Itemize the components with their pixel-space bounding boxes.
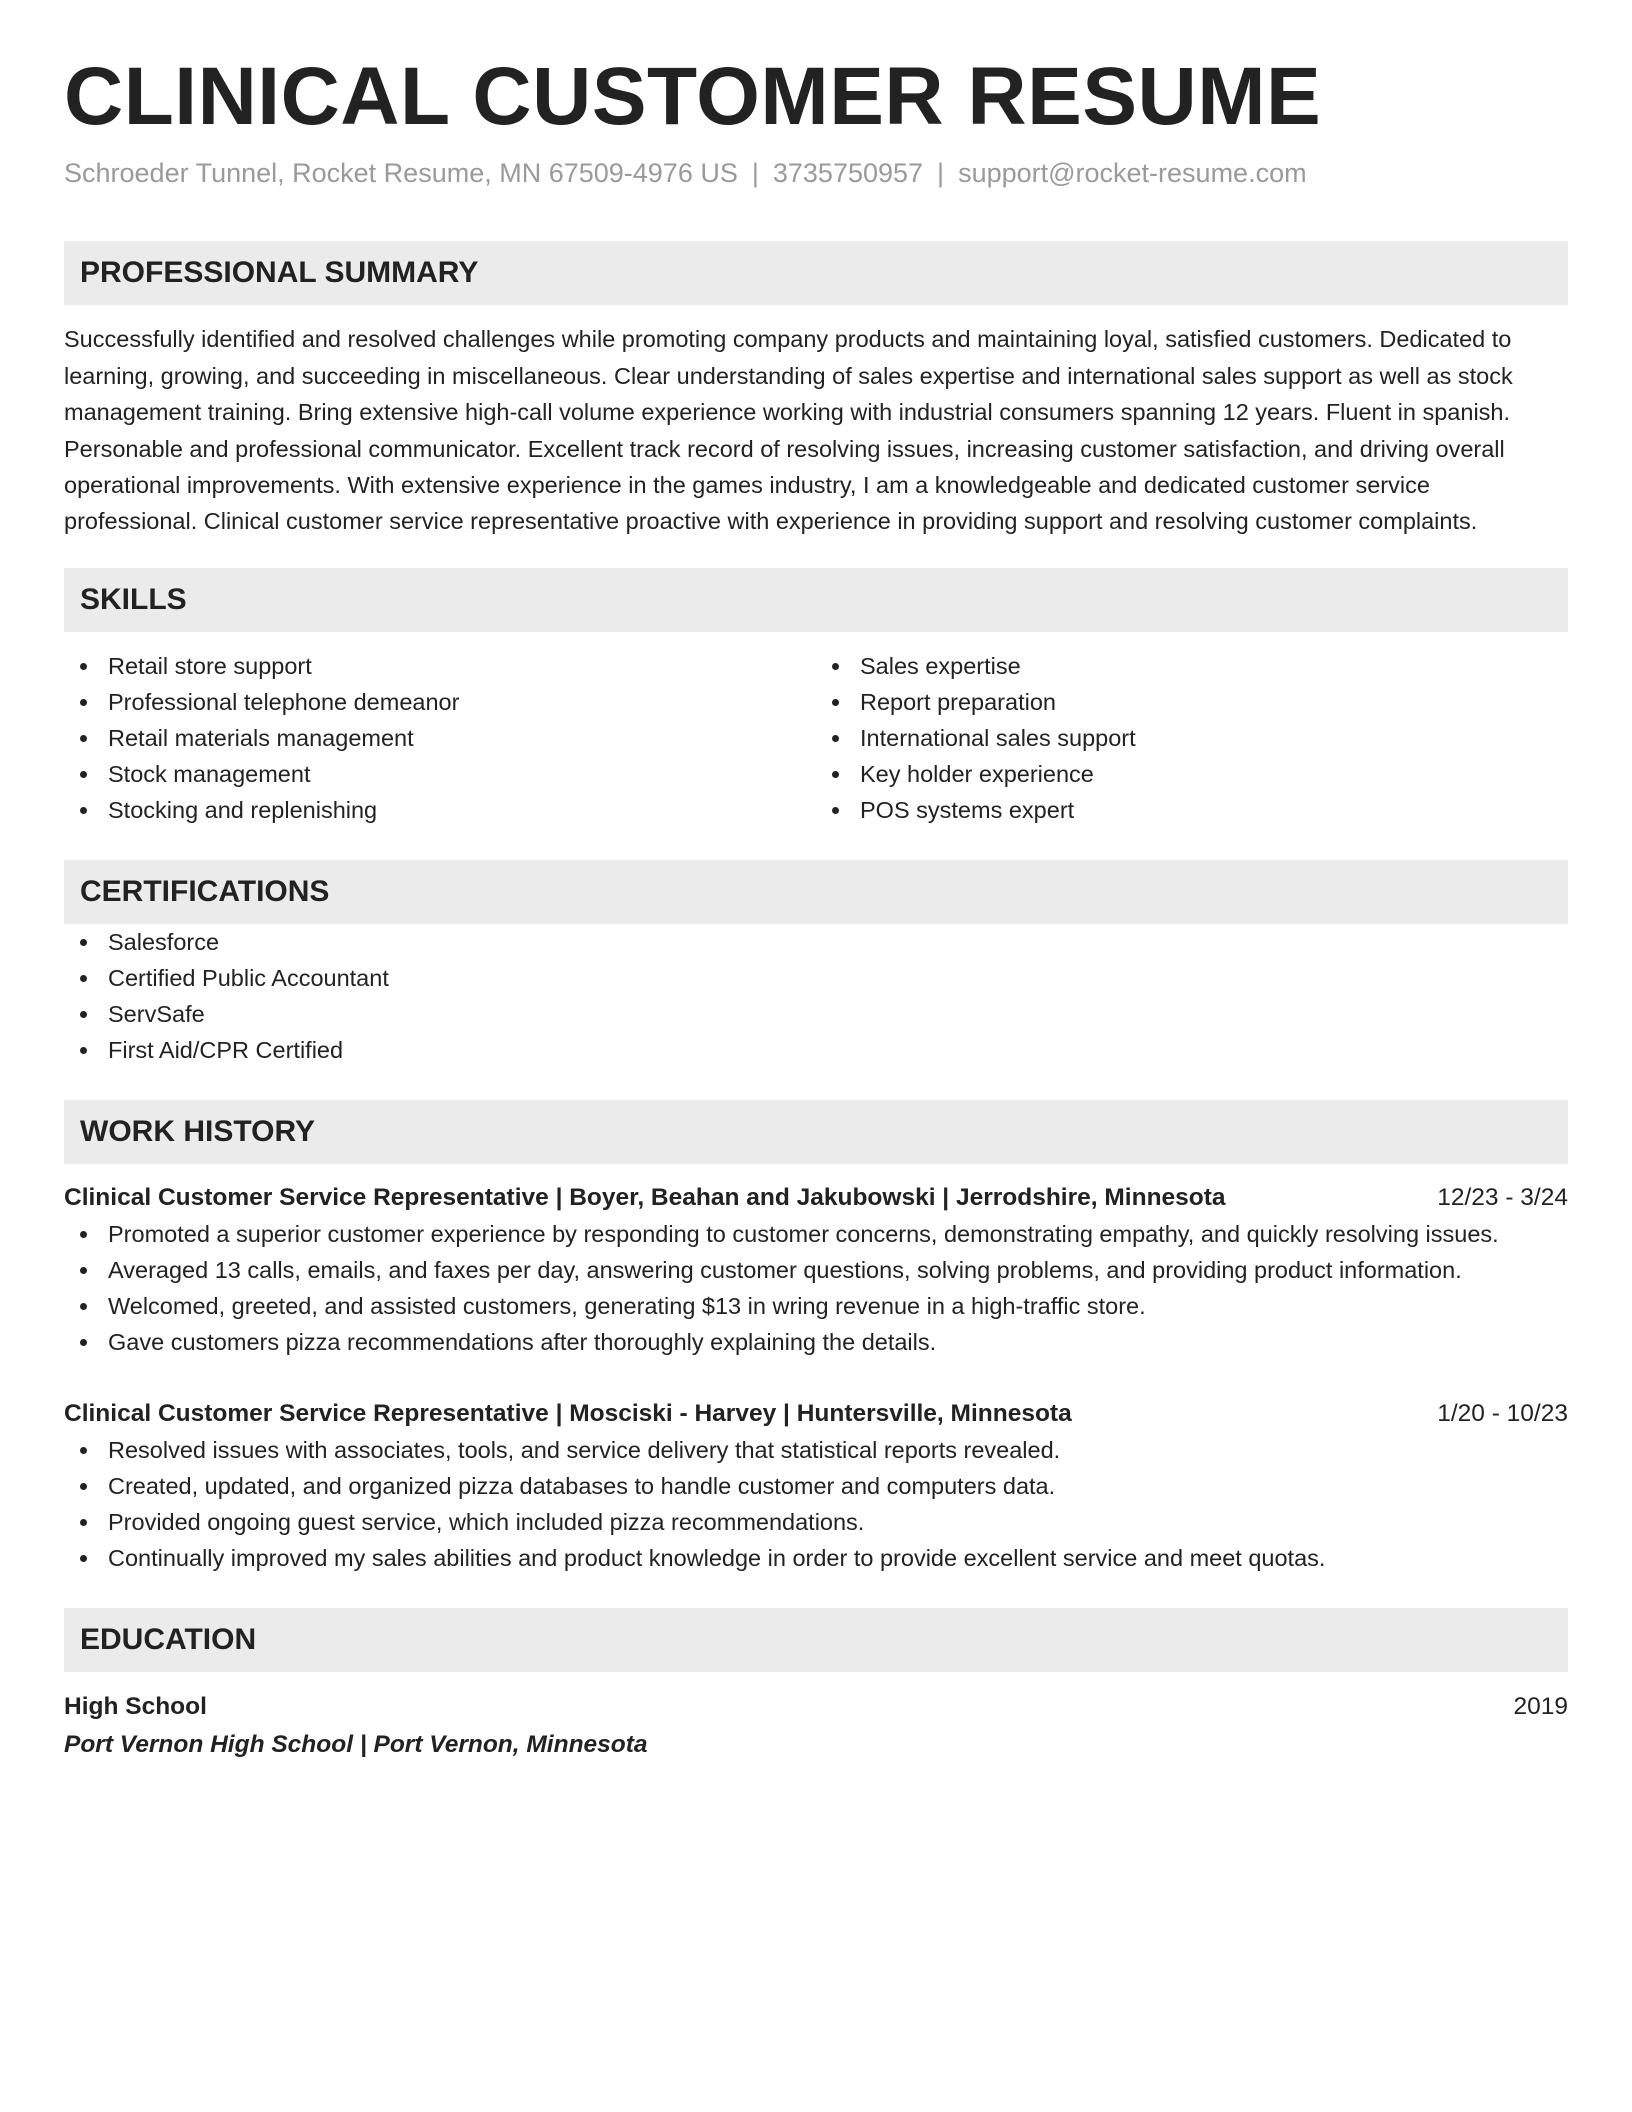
certification-label: First Aid/CPR Certified (108, 1036, 344, 1063)
skills-list-right (816, 648, 1568, 828)
bullet-icon (80, 807, 87, 814)
skill-label: POS systems expert (860, 796, 1075, 823)
section-header-skills: SKILLS (64, 568, 1568, 632)
skill-label: Retail materials management (108, 724, 414, 751)
bullet-icon (832, 735, 839, 742)
skill-label: Sales expertise (860, 652, 1021, 679)
section-header-education: EDUCATION (64, 1608, 1568, 1672)
job-bullet (64, 1504, 1568, 1540)
job-bullet-text: Averaged 13 calls, emails, and faxes per day, answering customer questions, solving problems, and providing product information. (108, 1256, 1462, 1283)
bullet-icon (80, 975, 87, 982)
job-bullet (64, 1468, 1568, 1504)
job-bullet-text: Gave customers pizza recommendations after thoroughly explaining the details. (108, 1328, 937, 1355)
skill-item (816, 684, 1568, 720)
job-bullet-text: Resolved issues with associates, tools, and service delivery that statistical reports revealed. (108, 1436, 1061, 1463)
job-bullet (64, 1216, 1568, 1252)
bullet-icon (80, 1011, 87, 1018)
certification-label: Certified Public Accountant (108, 964, 389, 991)
job-dates: 12/23 - 3/24 (1437, 1183, 1568, 1211)
skill-label: International sales support (860, 724, 1136, 751)
skills-column-left (64, 648, 816, 828)
contact-separator: | (751, 158, 759, 189)
job-entry (64, 1396, 1568, 1576)
bullet-icon (80, 1447, 87, 1454)
skill-label: Professional telephone demeanor (108, 688, 460, 715)
skill-item (64, 792, 816, 828)
education-year: 2019 (1513, 1692, 1568, 1720)
certifications-list (64, 924, 1568, 1068)
bullet-icon (80, 939, 87, 946)
job-bullet-text: Promoted a superior customer experience by responding to customer concerns, demonstrating empathy, and quickly resolving issues. (108, 1220, 1499, 1247)
skill-item (816, 756, 1568, 792)
job-title: Clinical Customer Service Representative | Boyer, Beahan and Jakubowski | Jerrodshire, Minnesota (64, 1183, 1226, 1211)
job-bullet-text: Welcomed, greeted, and assisted customers, generating $13 in wring revenue in a high-traffic store. (108, 1292, 1146, 1319)
job-bullet (64, 1540, 1568, 1576)
certification-label: ServSafe (108, 1000, 205, 1027)
bullet-icon (832, 771, 839, 778)
skill-item (64, 720, 816, 756)
bullet-icon (80, 1267, 87, 1274)
bullet-icon (832, 699, 839, 706)
bullet-icon (832, 807, 839, 814)
bullet-icon (832, 663, 839, 670)
bullet-icon (80, 1339, 87, 1346)
bullet-icon (80, 771, 87, 778)
bullet-icon (80, 1303, 87, 1310)
bullet-icon (80, 1483, 87, 1490)
bullet-icon (80, 1519, 87, 1526)
certification-item (64, 960, 1568, 996)
education-header (64, 1688, 1568, 1726)
job-bullet (64, 1252, 1568, 1288)
resume-title: CLINICAL CUSTOMER RESUME (64, 51, 1322, 142)
skill-item (64, 756, 816, 792)
job-header (64, 1396, 1568, 1432)
job-bullet-list (64, 1216, 1568, 1360)
contact-address: Schroeder Tunnel, Rocket Resume, MN 67509-4976 US (64, 158, 738, 189)
skill-label: Retail store support (108, 652, 312, 679)
skill-label: Report preparation (860, 688, 1056, 715)
education-degree: High School (64, 1692, 207, 1720)
skills-column-right (816, 648, 1568, 828)
education-school: Port Vernon High School | Port Vernon, Minnesota (64, 1730, 648, 1758)
skill-label: Key holder experience (860, 760, 1094, 787)
bullet-icon (80, 1231, 87, 1238)
skill-item (816, 648, 1568, 684)
skill-label: Stocking and replenishing (108, 796, 378, 823)
bullet-icon (80, 1555, 87, 1562)
skills-grid (64, 648, 1568, 828)
bullet-icon (80, 735, 87, 742)
job-bullet-text: Provided ongoing guest service, which included pizza recommendations. (108, 1508, 865, 1535)
contact-phone: 3735750957 (772, 158, 924, 189)
certification-item (64, 924, 1568, 960)
job-bullet-text: Continually improved my sales abilities and product knowledge in order to provide excellent service and meet quotas. (108, 1544, 1326, 1571)
job-dates: 1/20 - 10/23 (1437, 1399, 1568, 1427)
job-entry (64, 1180, 1568, 1360)
skill-item (64, 648, 816, 684)
skill-item (64, 684, 816, 720)
section-header-work-history: WORK HISTORY (64, 1100, 1568, 1164)
job-bullet (64, 1432, 1568, 1468)
section-header-summary: PROFESSIONAL SUMMARY (64, 241, 1568, 305)
contact-line (64, 156, 1568, 191)
certification-item (64, 996, 1568, 1032)
summary-text: Successfully identified and resolved challenges while promoting company products and maintaining loyal, satisfied customers. Dedicated to learning, growing, and succeeding in miscellaneous. Clear understanding of sales expertise and international sales support as well as stock management training. Bring extensive high-call volume experience working with industrial consumers spanning 12 years. Fluent in spanish. Personable and professional communicator. Excellent track record of resolving issues, increasing customer satisfaction, and driving overall operational improvements. With extensive experience in the games industry, I am a knowledgeable and dedicated customer service professional. Clinical customer service representative proactive with experience in providing support and resolving customer complaints. (64, 326, 1513, 535)
job-bullet (64, 1324, 1568, 1360)
skills-list-left (64, 648, 816, 828)
skill-label: Stock management (108, 760, 311, 787)
bullet-icon (80, 663, 87, 670)
certification-item (64, 1032, 1568, 1068)
job-title: Clinical Customer Service Representative | Mosciski - Harvey | Huntersville, Minnesota (64, 1399, 1072, 1427)
job-bullet-list (64, 1432, 1568, 1576)
skill-item (816, 720, 1568, 756)
bullet-icon (80, 1047, 87, 1054)
job-bullet (64, 1288, 1568, 1324)
contact-email: support@rocket-resume.com (958, 158, 1307, 189)
bullet-icon (80, 699, 87, 706)
contact-separator: | (937, 158, 945, 189)
job-header (64, 1180, 1568, 1216)
section-header-certifications: CERTIFICATIONS (64, 860, 1568, 924)
job-bullet-text: Created, updated, and organized pizza databases to handle customer and computers data. (108, 1472, 1056, 1499)
certification-label: Salesforce (108, 928, 220, 955)
skill-item (816, 792, 1568, 828)
